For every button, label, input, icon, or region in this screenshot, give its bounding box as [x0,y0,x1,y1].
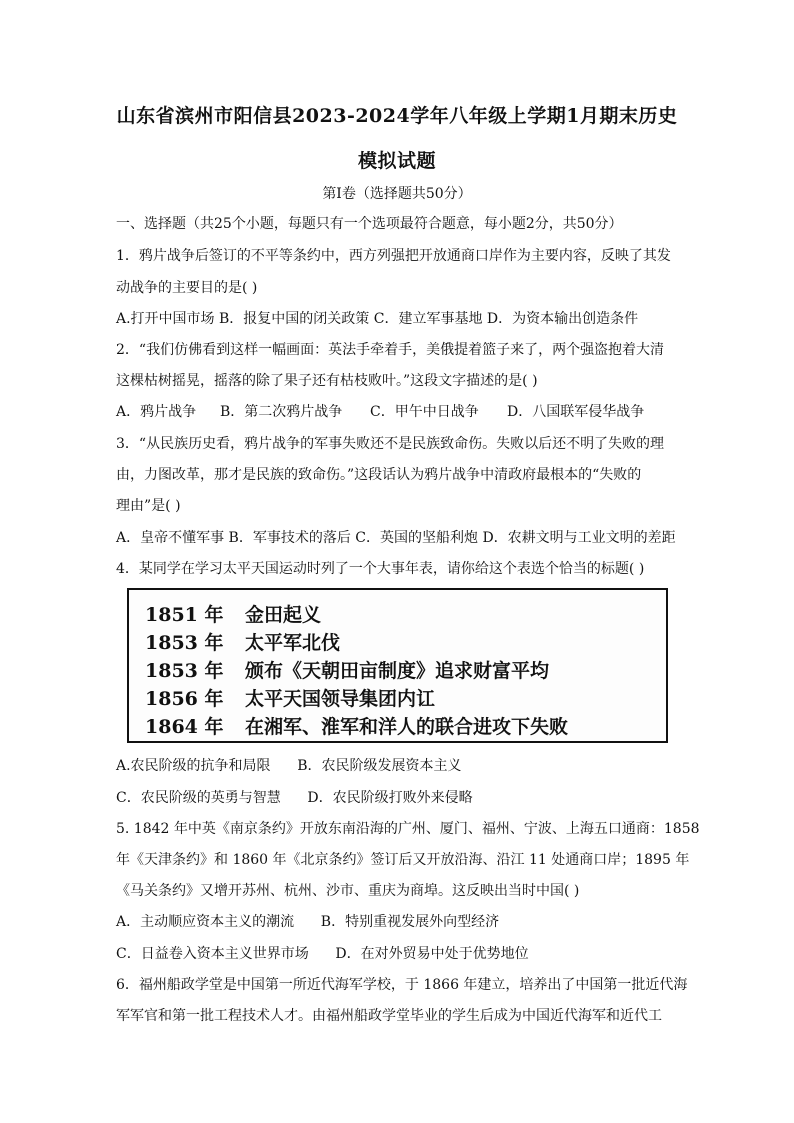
q4-stem: 4．某同学在学习太平天国运动时列了一个大事年表，请你给这个表选个恰当的标题( ) [116,561,645,577]
q5-stem-line2: 年《天津条约》和 1860 年《北京条约》签订后又开放沿海、沿江 11 处通商口岸；1895 年 [116,852,690,868]
q1-stem-line2: 动战争的主要目的是( ) [116,280,258,296]
q3-stem-line3: 理由”是( ) [116,498,181,514]
page-title-line1: 山东省滨州市阳信县2023-2024学年八年级上学期1月期末历史 [116,105,678,127]
table-row: 1856 年 太平天国领导集团内讧 [145,688,436,710]
q2-option-c: C．甲午中日战争 [370,404,479,420]
table-row: 1851 年 金田起义 [145,604,322,626]
q3-stem-line2: 由，力图改革，那才是民族的致命伤。”这段话认为鸦片战争中清政府最根本的“失败的 [116,467,642,483]
q6-stem-line1: 6．福州船政学堂是中国第一所近代海军学校，于 1866 年建立，培养出了中国第一批近代海 [116,977,688,993]
q1-stem-line1: 1．鸦片战争后签订的不平等条约中，西方列强把开放通商口岸作为主要内容，反映了其发 [116,248,671,264]
q4-options-cd: C．农民阶级的英勇与智慧 D．农民阶级打败外来侵略 [116,790,473,806]
q3-stem-line1: 3．“从民族历史看，鸦片战争的军事失败还不是民族致命伤。失败以后还不明了失败的理 [116,436,665,452]
q1-options: A.打开中国市场 B．报复中国的闭关政策 C．建立军事基地 D．为资本输出创造条件 [116,311,639,327]
table-row: 1864 年 在湘军、淮军和洋人的联合进攻下失败 [145,716,569,738]
q6-stem-line2: 军军官和第一批工程技术人才。由福州船政学堂毕业的学生后成为中国近代海军和近代工 [116,1008,662,1024]
q5-stem-line1: 5. 1842 年中英《南京条约》开放东南沿海的广州、厦门、福州、宁波、上海五口通商：1858 [116,821,700,837]
q2-stem-line1: 2．“我们仿佛看到这样一幅画面：英法手牵着手，美俄提着篮子来了，两个强盗抱着大清 [116,342,665,358]
section-heading: 第Ⅰ卷（选择题共50分） [322,186,472,202]
part1-instruction: 一、选择题（共25个小题，每题只有一个选项最符合题意，每小题2分，共50分） [116,216,623,232]
q4-options-ab: A.农民阶级的抗争和局限 B．农民阶级发展资本主义 [116,758,462,774]
q2-stem-line2: 这棵枯树摇晃，摇落的除了果子还有枯枝败叶。”这段文字描述的是( ) [116,373,538,389]
q2-option-d: D．八国联军侵华战争 [507,404,645,420]
page-title-line2: 模拟试题 [357,150,436,172]
q4-chronology-table [127,588,668,743]
q5-stem-line3: 《马关条约》又增开苏州、杭州、沙市、重庆为商埠。这反映出当时中国( ) [116,883,580,899]
table-row: 1853 年 颁布《天朝田亩制度》追求财富平均 [145,660,550,682]
q5-options-ab: A．主动顺应资本主义的潮流 B．特别重视发展外向型经济 [116,914,500,930]
q2-option-b: B．第二次鸦片战争 [220,404,343,420]
table-row: 1853 年 太平军北伐 [145,632,341,654]
q5-options-cd: C．日益卷入资本主义世界市场 D．在对外贸易中处于优势地位 [116,946,529,962]
q3-options: A．皇帝不懂军事 B．军事技术的落后 C．英国的坚船利炮 D．农耕文明与工业文明的差距 [116,530,676,546]
q2-option-a: A．鸦片战争 [116,404,197,420]
